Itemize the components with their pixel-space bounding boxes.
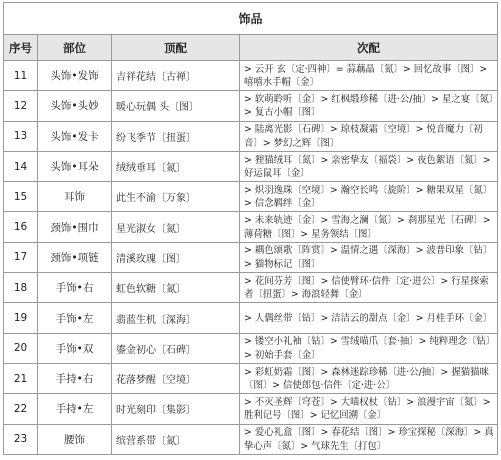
- table-row: [4, 273, 498, 303]
- row-main-item: 鎏金初心〔石碑〕: [112, 333, 240, 363]
- row-main-item: 缤营系带〔氮〕: [112, 424, 240, 454]
- row-index: 15: [4, 182, 38, 212]
- row-main-item: 翡蓝生机〔深海〕: [112, 303, 240, 333]
- row-main-item: 时光刻印〔集影〕: [112, 394, 240, 424]
- table-row: [4, 333, 498, 363]
- row-main-item: 星光淑女〔氮〕: [112, 212, 240, 242]
- table-row: [4, 61, 498, 91]
- row-sub-items: > 爱心礼盒〔图〕> 春花结〔图〕> 珍宝探秘〔深海〕> 真挚心声〔氮〕> 气球先生〔打包〕: [240, 424, 498, 454]
- row-index: 19: [4, 303, 38, 333]
- row-main-item: 花落梦醒〔空境〕: [112, 363, 240, 393]
- table-title: 饰品: [4, 3, 498, 35]
- row-slot: 颈饰•项链: [38, 242, 112, 272]
- row-slot: 头饰•头妙: [38, 91, 112, 121]
- row-sub-items: > 炽羽逸珠〔空境〕> 瀚空长鸣〔旋阶〕> 糖果双星〔氮〕> 信念羁绊〔金〕: [240, 182, 498, 212]
- row-index: 23: [4, 424, 38, 454]
- table-row: [4, 303, 498, 333]
- row-sub-items: > 未来轨迹〔金〕> 雪海之澜〔氮〕> 刹那星光〔石碑〕> 薄荷糖〔图〕> 星务领结〔图〕: [240, 212, 498, 242]
- row-index: 18: [4, 273, 38, 303]
- row-sub-items: > 狸猫绒耳〔氮〕> 亲密挚友〔福袋〕> 夜色絮语〔氮〕> 好运鼠耳〔金〕: [240, 151, 498, 181]
- row-index: 13: [4, 121, 38, 151]
- row-index: 11: [4, 61, 38, 91]
- accessories-table: [3, 2, 498, 455]
- row-main-item: 此生不渝〔万象〕: [112, 182, 240, 212]
- row-sub-items: > 陆离光影〔石碑〕> 琼枝凝霜〔空境〕> 悦音魔力〔初音〕> 梦幻之辉〔图〕: [240, 121, 498, 151]
- row-slot: 耳饰: [38, 182, 112, 212]
- table-row: [4, 424, 498, 454]
- row-slot: 头饰•发卡: [38, 121, 112, 151]
- row-sub-items: > 软萌聆听〔金〕> 红枫缎珍稀〔进·公/抽〕> 星之宴〔氮〕> 复古小帽〔图〕: [240, 91, 498, 121]
- row-main-item: 暖心玩偶 头〔图〕: [112, 91, 240, 121]
- row-slot: 头饰•发饰: [38, 61, 112, 91]
- row-slot: 手持•左: [38, 394, 112, 424]
- row-sub-items: > 云开 玄〔定·四神〕= 蒜藕晶〔氮〕> 回忆故事〔图〕> 嘻嘻水手帽〔金〕: [240, 61, 498, 91]
- table-body: [4, 61, 498, 455]
- row-slot: 手饰•双: [38, 333, 112, 363]
- row-slot: 手饰•右: [38, 273, 112, 303]
- table-row: [4, 212, 498, 242]
- row-main-item: 虹色软糖〔氮〕: [112, 273, 240, 303]
- row-index: 14: [4, 151, 38, 181]
- row-sub-items: > 彩虹奶霜〔图〕> 森林迷踪珍稀〔进·公/抽〕> 握猫猫咪〔图〕> 信使郎包·信件〔定·进·公〕: [240, 363, 498, 393]
- row-slot: 手持•右: [38, 363, 112, 393]
- row-slot: 头饰•耳朵: [38, 151, 112, 181]
- header-main: 顶配: [112, 35, 240, 61]
- table-row: [4, 151, 498, 181]
- row-index: 21: [4, 363, 38, 393]
- row-sub-items: > 耦色颂歌〔阵赏〕> 温情之遇〔深海〕> 波普印象〔钻〕> 猫物标记〔图〕: [240, 242, 498, 272]
- header-sub: 次配: [240, 35, 498, 61]
- header-index: 序号: [4, 35, 38, 61]
- row-index: 22: [4, 394, 38, 424]
- table-row: [4, 394, 498, 424]
- row-index: 12: [4, 91, 38, 121]
- row-index: 16: [4, 212, 38, 242]
- row-sub-items: > 花间芬芳〔图〕> 信使臂环·信件〔定·进公〕> 行星探索者〔扭蛋〕> 海浪轻舞〔金〕: [240, 273, 498, 303]
- row-main-item: 纷飞季节〔扭蛋〕: [112, 121, 240, 151]
- table-row: [4, 363, 498, 393]
- row-main-item: 清溪玫瑰〔图〕: [112, 242, 240, 272]
- table-row: [4, 121, 498, 151]
- row-slot: 手饰•左: [38, 303, 112, 333]
- table-row: [4, 242, 498, 272]
- row-sub-items: > 人偶丝带〔钻〕> 洁洁云的甜点〔金〕> 月桂手环〔金〕: [240, 303, 498, 333]
- row-main-item: 吉祥花结〔古禅〕: [112, 61, 240, 91]
- header-slot: 部位: [38, 35, 112, 61]
- row-sub-items: > 镂空小礼袖〔钻〕> 雪绒喵爪〔套·抽〕> 纯粹理念〔钻〕> 初始手套〔金〕: [240, 333, 498, 363]
- table-row: [4, 91, 498, 121]
- row-index: 20: [4, 333, 38, 363]
- row-main-item: 绒绒垂耳〔氮〕: [112, 151, 240, 181]
- row-sub-items: > 不灭圣辉〔穹苍〕> 大喵权杖〔钻〕> 浪漫宇宙〔氮〕> 胜利记号〔图〕> 记忆回溯〔金〕: [240, 394, 498, 424]
- row-slot: 腰饰: [38, 424, 112, 454]
- row-slot: 颈饰•围巾: [38, 212, 112, 242]
- accessories-table-wrapper: [3, 2, 497, 455]
- table-row: [4, 182, 498, 212]
- row-index: 17: [4, 242, 38, 272]
